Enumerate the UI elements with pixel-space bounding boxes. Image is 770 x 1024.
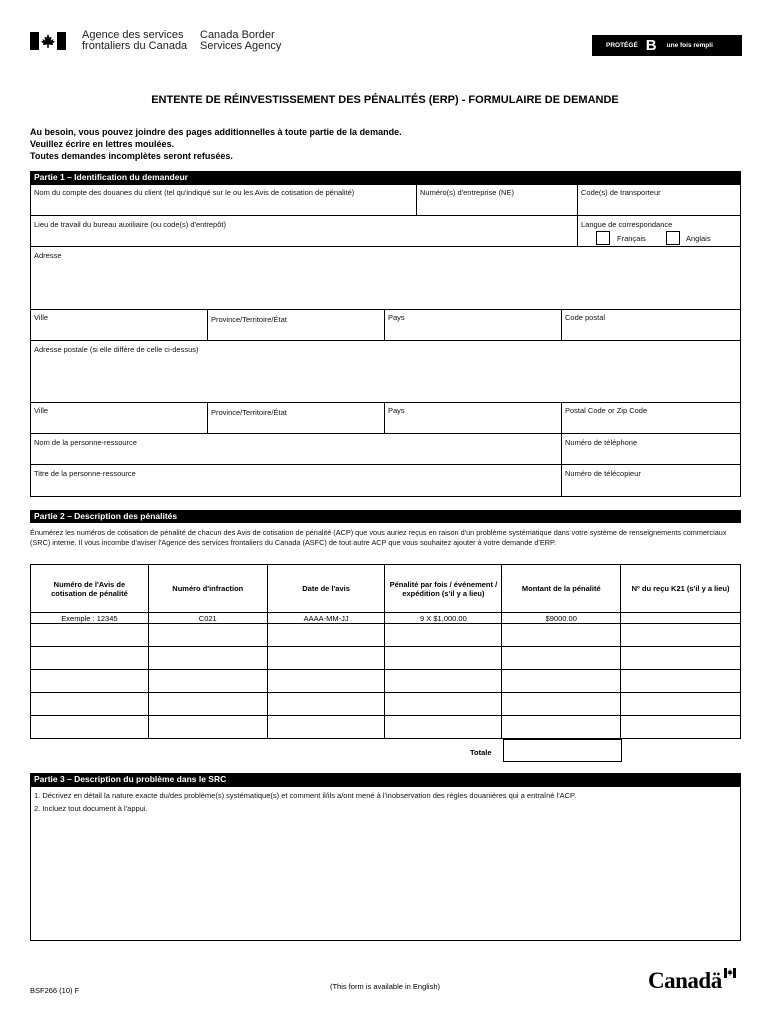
table-cell [621, 613, 741, 624]
sub-office-field[interactable]: Lieu de travail du bureau auxiliaire (ou code(s) d'entrepôt) [30, 215, 578, 247]
table-cell[interactable] [621, 693, 741, 716]
column-header: Date de l'avis [267, 565, 385, 613]
table-cell[interactable] [502, 670, 621, 693]
country2-field[interactable]: Pays [384, 402, 562, 434]
table-cell[interactable] [502, 693, 621, 716]
carrier-code-field[interactable]: Code(s) de transporteur [577, 184, 741, 216]
table-cell[interactable] [385, 647, 502, 670]
example-row [31, 613, 741, 624]
table-cell[interactable] [502, 716, 621, 739]
page-header [0, 0, 770, 70]
canada-wordmark: Canadä [648, 968, 722, 993]
column-header: Numéro de l'Avis de cotisation de pénalité [31, 565, 149, 613]
english-availability-note: (This form is available in English) [329, 982, 441, 991]
table-cell[interactable] [502, 647, 621, 670]
intro-instructions: Au besoin, vous pouvez joindre des pages additionnelles à toute partie de la demande. Veuillez écrire en lettres moulées. Toutes demandes incomplètes seront refusées. [30, 127, 402, 161]
part3-instruction-1: 1. Décrivez en détail la nature exacte du/des problème(s) systématique(s) et comment il/ils a/ont mené à l'inobservation des règles douanières qui a entraîné l'ACP. [34, 791, 577, 800]
table-cell[interactable] [267, 693, 385, 716]
language-field: Langue de correspondance Français Anglais [577, 215, 741, 247]
table-cell[interactable] [267, 624, 385, 647]
table-cell[interactable] [385, 670, 502, 693]
penalty-table-header [31, 565, 741, 613]
table-cell[interactable] [621, 647, 741, 670]
country-field[interactable]: Pays [384, 309, 562, 341]
table-row[interactable] [31, 647, 741, 670]
protected-b-badge: PROTÉGÉ B une fois rempli [592, 35, 742, 56]
total-field[interactable] [503, 739, 622, 762]
agency-name-en: Canada Border Services Agency [200, 29, 282, 52]
canada-flag-icon [30, 32, 66, 50]
part2-description: Énumérez les numéros de cotisation de pénalité de chacun des Avis de cotisation de pénalité (ACP) que vous auriez reçus en raison d'un problème systématique dans votre système de renseignements commerciaux (SRC) interne. Il vous incombe d'aviser l'Agence des services frontaliers du Canada (ASFC) de tout autre ACP que vous souhaitez ajouter à votre demande d'ERP. [30, 528, 727, 547]
business-number-field[interactable]: Numéro(s) d'entreprise (NE) [416, 184, 578, 216]
table-cell[interactable] [31, 624, 149, 647]
table-cell[interactable] [502, 624, 621, 647]
french-checkbox[interactable] [596, 231, 610, 245]
table-cell[interactable] [267, 716, 385, 739]
part3-instruction-2: 2. Incluez tout document à l'appui. [34, 804, 148, 813]
part3-heading: Partie 3 – Description du problème dans le SRC [30, 773, 741, 786]
postal-zip-field[interactable]: Postal Code or Zip Code [561, 402, 741, 434]
wordmark-flag-icon [724, 968, 736, 978]
part2-heading: Partie 2 – Description des pénalités [30, 510, 741, 523]
column-header: Pénalité par fois / événement / expédition (s'il y a lieu) [385, 565, 502, 613]
table-cell[interactable] [267, 647, 385, 670]
account-name-field[interactable]: Nom du compte des douanes du client (tel qu'indiqué sur le ou les Avis de cotisation de pénalité) [30, 184, 417, 216]
province-field[interactable]: Province/Territoire/État [207, 309, 385, 341]
table-row[interactable] [31, 670, 741, 693]
contact-name-field[interactable]: Nom de la personne-ressource [30, 433, 562, 465]
table-cell[interactable] [148, 716, 267, 739]
total-label: Totale [470, 748, 492, 757]
fax-field[interactable]: Numéro de télécopieur [561, 464, 741, 497]
form-code: BSF266 (10) F [30, 986, 80, 995]
table-cell[interactable] [148, 647, 267, 670]
table-cell: C021 [148, 613, 267, 624]
column-header: Numéro d'infraction [148, 565, 267, 613]
phone-field[interactable]: Numéro de téléphone [561, 433, 741, 465]
address-field[interactable]: Adresse [30, 246, 741, 310]
province2-field[interactable]: Province/Territoire/État [207, 402, 385, 434]
table-cell[interactable] [148, 624, 267, 647]
form-title: ENTENTE DE RÉINVESTISSEMENT DES PÉNALITÉS (ERP) - FORMULAIRE DE DEMANDE [151, 94, 619, 106]
table-cell[interactable] [621, 624, 741, 647]
table-cell[interactable] [148, 693, 267, 716]
postal-code-field[interactable]: Code postal [561, 309, 741, 341]
contact-title-field[interactable]: Titre de la personne-ressource [30, 464, 562, 497]
table-cell[interactable] [31, 647, 149, 670]
column-header: Montant de la pénalité [502, 565, 621, 613]
agency-name-fr: Agence des services frontaliers du Canada [82, 29, 188, 52]
table-cell[interactable] [267, 670, 385, 693]
part1-heading: Partie 1 – Identification du demandeur [30, 171, 741, 184]
table-cell[interactable] [621, 716, 741, 739]
table-cell[interactable] [385, 716, 502, 739]
table-cell: $9000.00 [502, 613, 621, 624]
city-field[interactable]: Ville [30, 309, 208, 341]
english-checkbox[interactable] [666, 231, 680, 245]
table-cell: AAAA-MM-JJ [267, 613, 385, 624]
mailing-address-field[interactable]: Adresse postale (si elle diffère de celle ci-dessus) [30, 340, 741, 403]
column-header: Nº du reçu K21 (s'il y a lieu) [621, 565, 741, 613]
table-cell[interactable] [31, 693, 149, 716]
table-row[interactable] [31, 693, 741, 716]
table-cell[interactable] [385, 624, 502, 647]
table-cell: 9 X $1,000.00 [385, 613, 502, 624]
table-cell[interactable] [385, 693, 502, 716]
table-row[interactable] [31, 716, 741, 739]
table-cell[interactable] [148, 670, 267, 693]
penalty-table [30, 564, 741, 739]
table-cell[interactable] [31, 670, 149, 693]
city2-field[interactable]: Ville [30, 402, 208, 434]
table-cell[interactable] [621, 670, 741, 693]
table-cell: Exemple : 12345 [31, 613, 149, 624]
table-row[interactable] [31, 624, 741, 647]
table-cell[interactable] [31, 716, 149, 739]
